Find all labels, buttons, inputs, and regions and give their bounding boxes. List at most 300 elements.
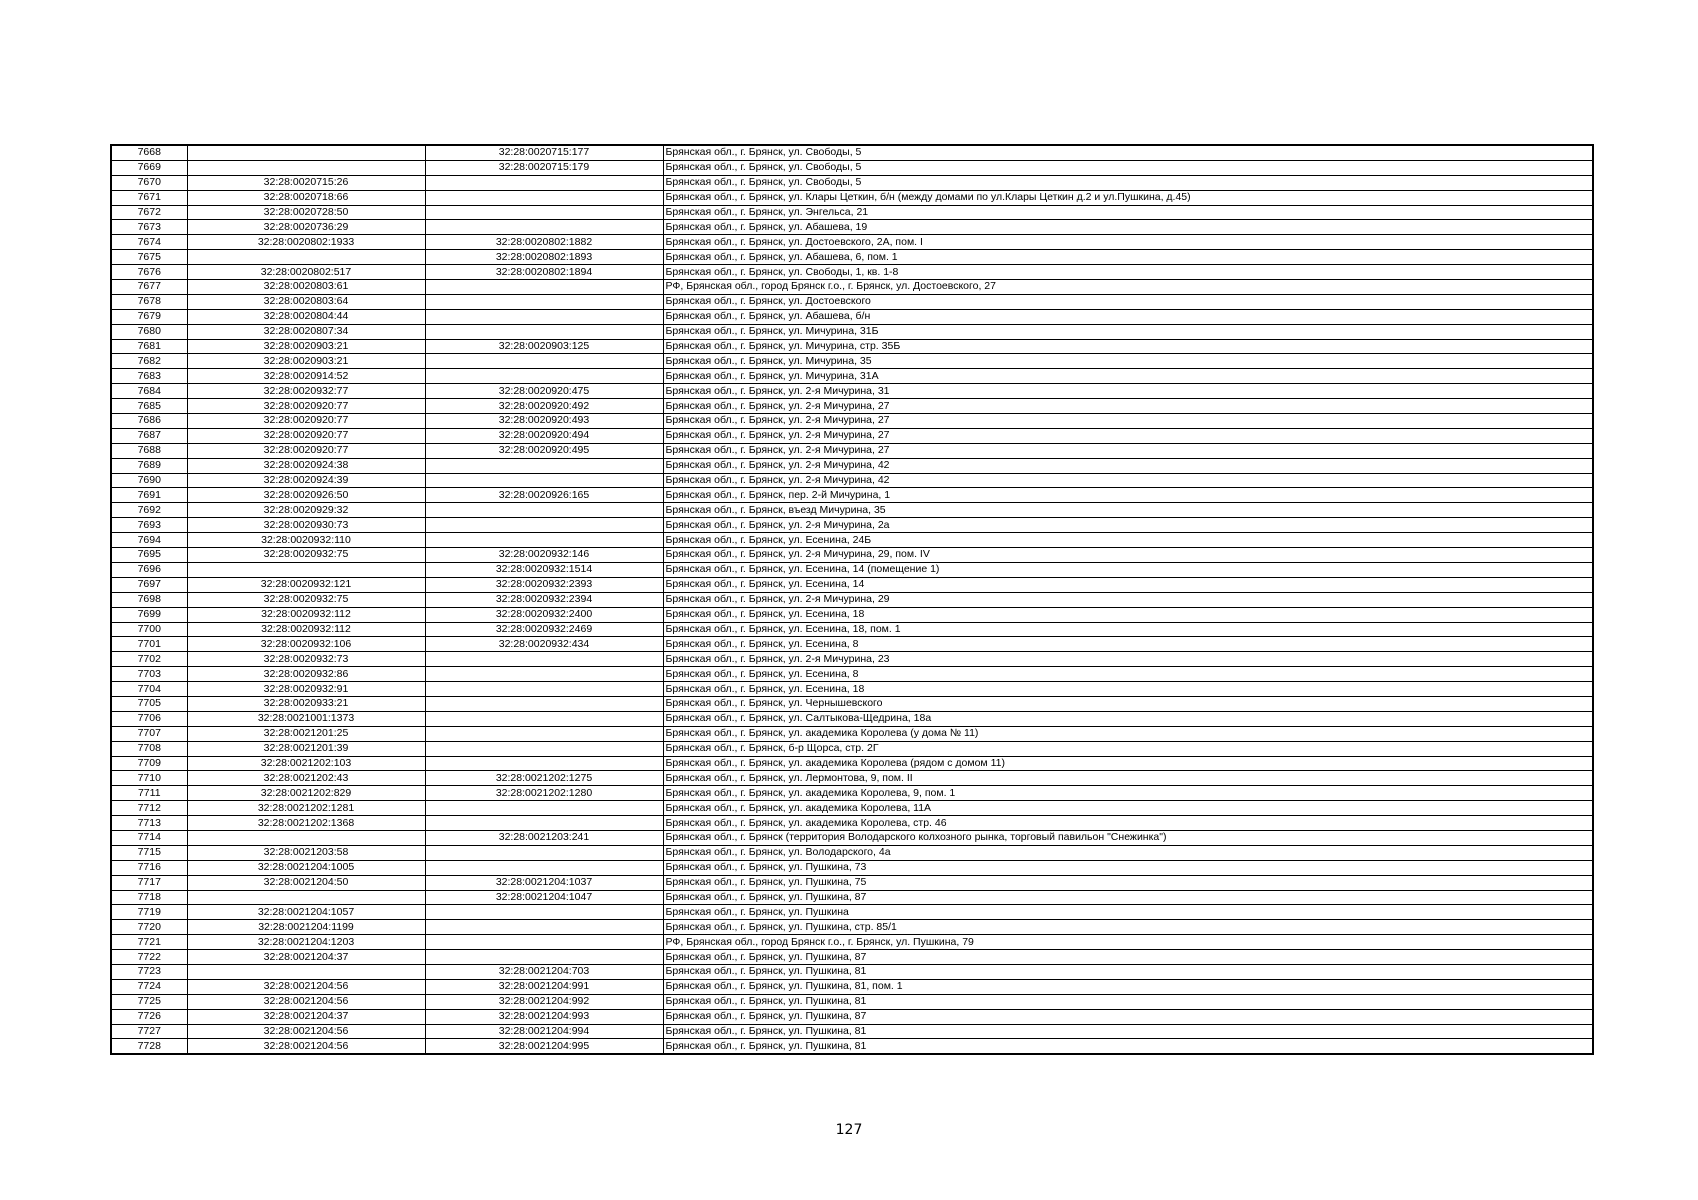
land-cadastral-number-cell: 32:28:0020932:77 [187, 384, 425, 399]
address-cell: Брянская обл., г. Брянск, ул. академика Королева, 11А [663, 801, 1593, 816]
row-number-cell: 7707 [111, 726, 187, 741]
address-cell: Брянская обл., г. Брянск, ул. Пушкина, стр. 85/1 [663, 920, 1593, 935]
land-cadastral-number-cell: 32:28:0020932:86 [187, 667, 425, 682]
table-row [111, 860, 1593, 875]
building-cadastral-number-cell: 32:28:0021204:703 [425, 964, 663, 979]
land-cadastral-number-cell: 32:28:0020914:52 [187, 369, 425, 384]
table-row [111, 145, 1593, 160]
row-number-cell: 7701 [111, 637, 187, 652]
land-cadastral-number-cell [187, 562, 425, 577]
row-number-cell: 7699 [111, 607, 187, 622]
building-cadastral-number-cell [425, 190, 663, 205]
row-number-cell: 7681 [111, 339, 187, 354]
table-row [111, 696, 1593, 711]
address-cell: Брянская обл., г. Брянск, ул. 2-я Мичурина, 27 [663, 428, 1593, 443]
row-number-cell: 7676 [111, 265, 187, 280]
address-cell: Брянская обл., г. Брянск, ул. 2-я Мичурина, 31 [663, 384, 1593, 399]
land-cadastral-number-cell: 32:28:0021204:56 [187, 979, 425, 994]
address-cell: Брянская обл., г. Брянск, ул. Мичурина, 31А [663, 369, 1593, 384]
address-cell: Брянская обл., г. Брянск, ул. Пушкина, 75 [663, 875, 1593, 890]
building-cadastral-number-cell: 32:28:0021204:995 [425, 1039, 663, 1054]
row-number-cell: 7705 [111, 696, 187, 711]
address-cell: Брянская обл., г. Брянск, ул. Абашева, 19 [663, 220, 1593, 235]
table-row [111, 741, 1593, 756]
table-row [111, 503, 1593, 518]
land-cadastral-number-cell: 32:28:0020932:112 [187, 607, 425, 622]
address-cell: Брянская обл., г. Брянск, ул. Клары Цеткин, б/н (между домами по ул.Клары Цеткин д.2 и ул.Пушкина, д.45) [663, 190, 1593, 205]
building-cadastral-number-cell [425, 294, 663, 309]
address-cell: Брянская обл., г. Брянск, ул. Абашева, 6, пом. 1 [663, 250, 1593, 265]
land-cadastral-number-cell: 32:28:0021204:56 [187, 994, 425, 1009]
land-cadastral-number-cell: 32:28:0021201:39 [187, 741, 425, 756]
building-cadastral-number-cell: 32:28:0021204:1037 [425, 875, 663, 890]
table-row [111, 354, 1593, 369]
building-cadastral-number-cell [425, 205, 663, 220]
address-cell: Брянская обл., г. Брянск, ул. Пушкина, 81 [663, 964, 1593, 979]
row-number-cell: 7670 [111, 175, 187, 190]
address-cell: Брянская обл., г. Брянск, ул. Свободы, 5 [663, 145, 1593, 160]
building-cadastral-number-cell: 32:28:0020920:495 [425, 443, 663, 458]
row-number-cell: 7723 [111, 964, 187, 979]
land-cadastral-number-cell: 32:28:0020804:44 [187, 309, 425, 324]
land-cadastral-number-cell: 32:28:0020929:32 [187, 503, 425, 518]
land-cadastral-number-cell: 32:28:0020920:77 [187, 399, 425, 414]
table-row [111, 175, 1593, 190]
table-row [111, 979, 1593, 994]
land-cadastral-number-cell: 32:28:0020932:121 [187, 577, 425, 592]
table-row [111, 920, 1593, 935]
row-number-cell: 7722 [111, 950, 187, 965]
building-cadastral-number-cell: 32:28:0020715:177 [425, 145, 663, 160]
row-number-cell: 7698 [111, 592, 187, 607]
table-row [111, 994, 1593, 1009]
row-number-cell: 7714 [111, 830, 187, 845]
address-cell: Брянская обл., г. Брянск, ул. Пушкина [663, 905, 1593, 920]
row-number-cell: 7711 [111, 786, 187, 801]
land-cadastral-number-cell [187, 160, 425, 175]
address-cell: Брянская обл., г. Брянск, ул. 2-я Мичурина, 27 [663, 443, 1593, 458]
address-cell: Брянская обл., г. Брянск, ул. Есенина, 8 [663, 667, 1593, 682]
building-cadastral-number-cell: 32:28:0021204:994 [425, 1024, 663, 1039]
address-cell: Брянская обл., г. Брянск, ул. 2-я Мичурина, 29 [663, 592, 1593, 607]
land-cadastral-number-cell: 32:28:0021202:1281 [187, 801, 425, 816]
address-cell: РФ, Брянская обл., город Брянск г.о., г. Брянск, ул. Достоевского, 27 [663, 280, 1593, 295]
land-cadastral-number-cell: 32:28:0021203:58 [187, 845, 425, 860]
building-cadastral-number-cell: 32:28:0021204:993 [425, 1009, 663, 1024]
address-cell: Брянская обл., г. Брянск, ул. Есенина, 18 [663, 607, 1593, 622]
row-number-cell: 7677 [111, 280, 187, 295]
building-cadastral-number-cell [425, 458, 663, 473]
row-number-cell: 7687 [111, 428, 187, 443]
building-cadastral-number-cell: 32:28:0020920:492 [425, 399, 663, 414]
row-number-cell: 7696 [111, 562, 187, 577]
table-row [111, 682, 1593, 697]
address-cell: Брянская обл., г. Брянск, ул. Свободы, 5 [663, 175, 1593, 190]
row-number-cell: 7727 [111, 1024, 187, 1039]
row-number-cell: 7671 [111, 190, 187, 205]
building-cadastral-number-cell: 32:28:0020802:1893 [425, 250, 663, 265]
building-cadastral-number-cell [425, 309, 663, 324]
building-cadastral-number-cell [425, 682, 663, 697]
table-row [111, 562, 1593, 577]
table-row [111, 786, 1593, 801]
building-cadastral-number-cell [425, 905, 663, 920]
row-number-cell: 7697 [111, 577, 187, 592]
table-row [111, 339, 1593, 354]
row-number-cell: 7683 [111, 369, 187, 384]
building-cadastral-number-cell [425, 324, 663, 339]
table-row [111, 190, 1593, 205]
table-row [111, 399, 1593, 414]
building-cadastral-number-cell [425, 920, 663, 935]
table-row [111, 414, 1593, 429]
table-row [111, 756, 1593, 771]
address-cell: Брянская обл., г. Брянск, ул. 2-я Мичурина, 23 [663, 652, 1593, 667]
address-cell: Брянская обл., г. Брянск, ул. академика Королева (рядом с домом 11) [663, 756, 1593, 771]
address-cell: Брянская обл., г. Брянск, ул. 2-я Мичурина, 29, пом. IV [663, 548, 1593, 563]
row-number-cell: 7679 [111, 309, 187, 324]
table-row [111, 964, 1593, 979]
row-number-cell: 7678 [111, 294, 187, 309]
address-cell: Брянская обл., г. Брянск, ул. Чернышевского [663, 696, 1593, 711]
table-row [111, 235, 1593, 250]
land-cadastral-number-cell: 32:28:0021202:829 [187, 786, 425, 801]
building-cadastral-number-cell: 32:28:0020932:2393 [425, 577, 663, 592]
row-number-cell: 7685 [111, 399, 187, 414]
building-cadastral-number-cell [425, 175, 663, 190]
row-number-cell: 7675 [111, 250, 187, 265]
address-cell: Брянская обл., г. Брянск, ул. Пушкина, 81 [663, 994, 1593, 1009]
land-cadastral-number-cell [187, 145, 425, 160]
land-cadastral-number-cell: 32:28:0020930:73 [187, 518, 425, 533]
land-cadastral-number-cell: 32:28:0020920:77 [187, 443, 425, 458]
land-cadastral-number-cell: 32:28:0020728:50 [187, 205, 425, 220]
land-cadastral-number-cell: 32:28:0020903:21 [187, 339, 425, 354]
land-cadastral-number-cell: 32:28:0020718:66 [187, 190, 425, 205]
address-cell: Брянская обл., г. Брянск, ул. Пушкина, 87 [663, 890, 1593, 905]
row-number-cell: 7684 [111, 384, 187, 399]
address-cell: Брянская обл., г. Брянск, ул. Мичурина, 35 [663, 354, 1593, 369]
building-cadastral-number-cell: 32:28:0020932:434 [425, 637, 663, 652]
table-row [111, 220, 1593, 235]
building-cadastral-number-cell: 32:28:0020920:494 [425, 428, 663, 443]
table-row [111, 890, 1593, 905]
building-cadastral-number-cell [425, 473, 663, 488]
building-cadastral-number-cell: 32:28:0021203:241 [425, 830, 663, 845]
land-cadastral-number-cell: 32:28:0020932:75 [187, 548, 425, 563]
address-cell: Брянская обл., г. Брянск, б-р Щорса, стр. 2Г [663, 741, 1593, 756]
land-cadastral-number-cell: 32:28:0021202:43 [187, 771, 425, 786]
building-cadastral-number-cell: 32:28:0020802:1882 [425, 235, 663, 250]
table-row [111, 250, 1593, 265]
land-cadastral-number-cell: 32:28:0020920:77 [187, 414, 425, 429]
address-cell: Брянская обл., г. Брянск, ул. Есенина, 24Б [663, 533, 1593, 548]
address-cell: Брянская обл., г. Брянск, ул. Пушкина, 73 [663, 860, 1593, 875]
table-row [111, 592, 1593, 607]
row-number-cell: 7716 [111, 860, 187, 875]
row-number-cell: 7706 [111, 711, 187, 726]
table-row [111, 324, 1593, 339]
table-row [111, 518, 1593, 533]
row-number-cell: 7690 [111, 473, 187, 488]
table-row [111, 160, 1593, 175]
address-cell: Брянская обл., г. Брянск, ул. Пушкина, 81 [663, 1039, 1593, 1054]
row-number-cell: 7688 [111, 443, 187, 458]
building-cadastral-number-cell: 32:28:0020920:475 [425, 384, 663, 399]
table-row [111, 950, 1593, 965]
row-number-cell: 7692 [111, 503, 187, 518]
table-row [111, 548, 1593, 563]
building-cadastral-number-cell: 32:28:0021204:1047 [425, 890, 663, 905]
row-number-cell: 7672 [111, 205, 187, 220]
address-cell: Брянская обл., г. Брянск, ул. Энгельса, 21 [663, 205, 1593, 220]
land-cadastral-number-cell: 32:28:0021001:1373 [187, 711, 425, 726]
building-cadastral-number-cell [425, 801, 663, 816]
building-cadastral-number-cell [425, 667, 663, 682]
address-cell: Брянская обл., г. Брянск, ул. Пушкина, 81, пом. 1 [663, 979, 1593, 994]
table-row [111, 309, 1593, 324]
land-cadastral-number-cell: 32:28:0020803:61 [187, 280, 425, 295]
table-row [111, 1009, 1593, 1024]
land-cadastral-number-cell [187, 964, 425, 979]
building-cadastral-number-cell [425, 950, 663, 965]
table-row [111, 265, 1593, 280]
land-cadastral-number-cell: 32:28:0020920:77 [187, 428, 425, 443]
building-cadastral-number-cell: 32:28:0020926:165 [425, 488, 663, 503]
row-number-cell: 7693 [111, 518, 187, 533]
row-number-cell: 7710 [111, 771, 187, 786]
land-cadastral-number-cell: 32:28:0020736:29 [187, 220, 425, 235]
address-cell: Брянская обл., г. Брянск, ул. Достоевского [663, 294, 1593, 309]
table-row [111, 726, 1593, 741]
land-cadastral-number-cell: 32:28:0021204:50 [187, 875, 425, 890]
table-row [111, 801, 1593, 816]
address-cell: Брянская обл., г. Брянск, ул. 2-я Мичурина, 27 [663, 399, 1593, 414]
row-number-cell: 7686 [111, 414, 187, 429]
building-cadastral-number-cell [425, 741, 663, 756]
row-number-cell: 7702 [111, 652, 187, 667]
row-number-cell: 7712 [111, 801, 187, 816]
page-number: 127 [835, 1122, 863, 1138]
table-row [111, 428, 1593, 443]
row-number-cell: 7669 [111, 160, 187, 175]
row-number-cell: 7673 [111, 220, 187, 235]
building-cadastral-number-cell [425, 816, 663, 831]
land-cadastral-number-cell: 32:28:0020926:50 [187, 488, 425, 503]
building-cadastral-number-cell: 32:28:0021204:991 [425, 979, 663, 994]
registry-table [110, 144, 1594, 1055]
land-cadastral-number-cell: 32:28:0021204:1057 [187, 905, 425, 920]
building-cadastral-number-cell: 32:28:0020715:179 [425, 160, 663, 175]
building-cadastral-number-cell: 32:28:0021202:1280 [425, 786, 663, 801]
row-number-cell: 7726 [111, 1009, 187, 1024]
land-cadastral-number-cell: 32:28:0021204:1203 [187, 935, 425, 950]
address-cell: Брянская обл., г. Брянск, ул. Есенина, 18 [663, 682, 1593, 697]
address-cell: Брянская обл., г. Брянск, ул. Есенина, 14 (помещение 1) [663, 562, 1593, 577]
row-number-cell: 7713 [111, 816, 187, 831]
table-row [111, 667, 1593, 682]
building-cadastral-number-cell: 32:28:0020932:1514 [425, 562, 663, 577]
land-cadastral-number-cell: 32:28:0021202:1368 [187, 816, 425, 831]
table-row [111, 875, 1593, 890]
address-cell: Брянская обл., г. Брянск (территория Володарского колхозного рынка, торговый павильон "Снежинка") [663, 830, 1593, 845]
row-number-cell: 7717 [111, 875, 187, 890]
land-cadastral-number-cell [187, 890, 425, 905]
table-row [111, 384, 1593, 399]
address-cell: Брянская обл., г. Брянск, ул. Пушкина, 87 [663, 1009, 1593, 1024]
address-cell: Брянская обл., г. Брянск, пер. 2-й Мичурина, 1 [663, 488, 1593, 503]
building-cadastral-number-cell [425, 756, 663, 771]
building-cadastral-number-cell [425, 354, 663, 369]
building-cadastral-number-cell [425, 726, 663, 741]
row-number-cell: 7691 [111, 488, 187, 503]
row-number-cell: 7680 [111, 324, 187, 339]
land-cadastral-number-cell: 32:28:0021204:56 [187, 1024, 425, 1039]
land-cadastral-number-cell: 32:28:0020932:106 [187, 637, 425, 652]
address-cell: Брянская обл., г. Брянск, ул. Пушкина, 81 [663, 1024, 1593, 1039]
row-number-cell: 7715 [111, 845, 187, 860]
table-row [111, 533, 1593, 548]
address-cell: Брянская обл., г. Брянск, ул. Мичурина, стр. 35Б [663, 339, 1593, 354]
table-row [111, 473, 1593, 488]
building-cadastral-number-cell [425, 845, 663, 860]
land-cadastral-number-cell: 32:28:0020933:21 [187, 696, 425, 711]
address-cell: Брянская обл., г. Брянск, ул. Мичурина, 31Б [663, 324, 1593, 339]
building-cadastral-number-cell: 32:28:0021202:1275 [425, 771, 663, 786]
land-cadastral-number-cell: 32:28:0020715:26 [187, 175, 425, 190]
table-row [111, 905, 1593, 920]
address-cell: Брянская обл., г. Брянск, ул. академика Королева, стр. 46 [663, 816, 1593, 831]
registry-table-body [111, 145, 1593, 1054]
row-number-cell: 7719 [111, 905, 187, 920]
row-number-cell: 7682 [111, 354, 187, 369]
table-row [111, 607, 1593, 622]
table-row [111, 771, 1593, 786]
building-cadastral-number-cell [425, 220, 663, 235]
table-row [111, 830, 1593, 845]
building-cadastral-number-cell [425, 369, 663, 384]
row-number-cell: 7668 [111, 145, 187, 160]
row-number-cell: 7724 [111, 979, 187, 994]
building-cadastral-number-cell [425, 711, 663, 726]
table-row [111, 935, 1593, 950]
row-number-cell: 7694 [111, 533, 187, 548]
land-cadastral-number-cell: 32:28:0020932:91 [187, 682, 425, 697]
row-number-cell: 7709 [111, 756, 187, 771]
address-cell: Брянская обл., г. Брянск, ул. Лермонтова, 9, пом. II [663, 771, 1593, 786]
address-cell: Брянская обл., г. Брянск, ул. академика Королева (у дома № 11) [663, 726, 1593, 741]
land-cadastral-number-cell [187, 830, 425, 845]
table-row [111, 816, 1593, 831]
building-cadastral-number-cell: 32:28:0021204:992 [425, 994, 663, 1009]
table-row [111, 1039, 1593, 1054]
address-cell: Брянская обл., г. Брянск, ул. 2-я Мичурина, 2а [663, 518, 1593, 533]
table-row [111, 1024, 1593, 1039]
land-cadastral-number-cell: 32:28:0020803:64 [187, 294, 425, 309]
row-number-cell: 7720 [111, 920, 187, 935]
land-cadastral-number-cell [187, 250, 425, 265]
building-cadastral-number-cell: 32:28:0020920:493 [425, 414, 663, 429]
building-cadastral-number-cell [425, 533, 663, 548]
land-cadastral-number-cell: 32:28:0020932:75 [187, 592, 425, 607]
land-cadastral-number-cell: 32:28:0021202:103 [187, 756, 425, 771]
land-cadastral-number-cell: 32:28:0020802:517 [187, 265, 425, 280]
row-number-cell: 7728 [111, 1039, 187, 1054]
land-cadastral-number-cell: 32:28:0021204:1199 [187, 920, 425, 935]
table-row [111, 711, 1593, 726]
table-row [111, 294, 1593, 309]
building-cadastral-number-cell [425, 696, 663, 711]
land-cadastral-number-cell: 32:28:0021204:56 [187, 1039, 425, 1054]
address-cell: Брянская обл., г. Брянск, въезд Мичурина, 35 [663, 503, 1593, 518]
land-cadastral-number-cell: 32:28:0020932:112 [187, 622, 425, 637]
address-cell: Брянская обл., г. Брянск, ул. Есенина, 14 [663, 577, 1593, 592]
address-cell: Брянская обл., г. Брянск, ул. Салтыкова-Щедрина, 18а [663, 711, 1593, 726]
building-cadastral-number-cell [425, 652, 663, 667]
building-cadastral-number-cell: 32:28:0020932:146 [425, 548, 663, 563]
building-cadastral-number-cell [425, 518, 663, 533]
building-cadastral-number-cell: 32:28:0020932:2469 [425, 622, 663, 637]
row-number-cell: 7674 [111, 235, 187, 250]
land-cadastral-number-cell: 32:28:0020802:1933 [187, 235, 425, 250]
row-number-cell: 7718 [111, 890, 187, 905]
row-number-cell: 7721 [111, 935, 187, 950]
address-cell: Брянская обл., г. Брянск, ул. 2-я Мичурина, 27 [663, 414, 1593, 429]
building-cadastral-number-cell: 32:28:0020932:2394 [425, 592, 663, 607]
row-number-cell: 7708 [111, 741, 187, 756]
land-cadastral-number-cell: 32:28:0020924:39 [187, 473, 425, 488]
address-cell: Брянская обл., г. Брянск, ул. Пушкина, 87 [663, 950, 1593, 965]
address-cell: Брянская обл., г. Брянск, ул. Свободы, 1, кв. 1-8 [663, 265, 1593, 280]
address-cell: Брянская обл., г. Брянск, ул. академика Королева, 9, пом. 1 [663, 786, 1593, 801]
address-cell: Брянская обл., г. Брянск, ул. Достоевского, 2А, пом. I [663, 235, 1593, 250]
building-cadastral-number-cell: 32:28:0020802:1894 [425, 265, 663, 280]
building-cadastral-number-cell [425, 503, 663, 518]
address-cell: Брянская обл., г. Брянск, ул. Володарского, 4а [663, 845, 1593, 860]
land-cadastral-number-cell: 32:28:0020924:38 [187, 458, 425, 473]
row-number-cell: 7703 [111, 667, 187, 682]
table-row [111, 443, 1593, 458]
row-number-cell: 7725 [111, 994, 187, 1009]
table-row [111, 280, 1593, 295]
building-cadastral-number-cell [425, 860, 663, 875]
land-cadastral-number-cell: 32:28:0020807:34 [187, 324, 425, 339]
table-row [111, 488, 1593, 503]
building-cadastral-number-cell: 32:28:0020903:125 [425, 339, 663, 354]
row-number-cell: 7700 [111, 622, 187, 637]
address-cell: Брянская обл., г. Брянск, ул. Есенина, 8 [663, 637, 1593, 652]
land-cadastral-number-cell: 32:28:0021204:1005 [187, 860, 425, 875]
building-cadastral-number-cell [425, 280, 663, 295]
row-number-cell: 7689 [111, 458, 187, 473]
address-cell: Брянская обл., г. Брянск, ул. 2-я Мичурина, 42 [663, 458, 1593, 473]
land-cadastral-number-cell: 32:28:0021204:37 [187, 950, 425, 965]
table-row [111, 622, 1593, 637]
land-cadastral-number-cell: 32:28:0020932:73 [187, 652, 425, 667]
land-cadastral-number-cell: 32:28:0020932:110 [187, 533, 425, 548]
address-cell: Брянская обл., г. Брянск, ул. Свободы, 5 [663, 160, 1593, 175]
land-cadastral-number-cell: 32:28:0020903:21 [187, 354, 425, 369]
address-cell: Брянская обл., г. Брянск, ул. 2-я Мичурина, 42 [663, 473, 1593, 488]
address-cell: РФ, Брянская обл., город Брянск г.о., г. Брянск, ул. Пушкина, 79 [663, 935, 1593, 950]
row-number-cell: 7704 [111, 682, 187, 697]
table-row [111, 458, 1593, 473]
table-row [111, 637, 1593, 652]
address-cell: Брянская обл., г. Брянск, ул. Есенина, 18, пом. 1 [663, 622, 1593, 637]
building-cadastral-number-cell [425, 935, 663, 950]
land-cadastral-number-cell: 32:28:0021204:37 [187, 1009, 425, 1024]
address-cell: Брянская обл., г. Брянск, ул. Абашева, б/н [663, 309, 1593, 324]
